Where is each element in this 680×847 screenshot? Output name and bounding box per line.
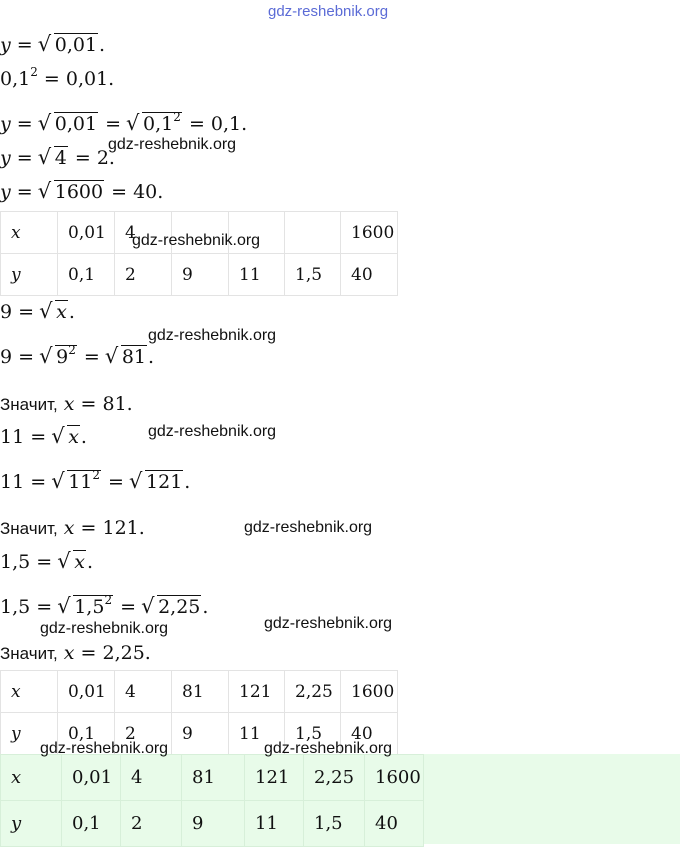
table-row-y: y 0,1 2 9 11 1,5 40: [1, 713, 398, 755]
watermark: gdz-reshebnik.org: [148, 423, 277, 440]
watermark: gdz-reshebnik.org: [264, 740, 393, 757]
sqrt: √ 121: [130, 470, 183, 494]
watermark: gdz-reshebnik.org: [108, 136, 237, 153]
watermark: gdz-reshebnik.org: [40, 620, 169, 637]
sqrt: √ x: [58, 550, 86, 574]
sqrt: √ 0,01: [39, 33, 98, 57]
equation-line-12: 1,5 = √ x .: [0, 550, 93, 574]
equation-line-5: y = √ 1600 = 40.: [0, 180, 163, 204]
table-row-y: y 0,1 2 9 11 1,5 40: [1, 254, 398, 296]
sqrt: √ 2,25: [142, 595, 201, 619]
answer-table: [0, 754, 424, 847]
sqrt: √ $11^2$: [52, 470, 101, 494]
values-table-incomplete: [0, 211, 398, 296]
sqrt: √ x: [40, 300, 68, 324]
equation-line-9: 11 = √ x .: [0, 425, 87, 449]
table-row-x: x 0,01 4 81 121 2,25 1600: [1, 755, 424, 801]
watermark: gdz-reshebnik.org: [264, 615, 393, 632]
sqrt: √ $0,1^2$: [127, 112, 182, 136]
equation-line-3: y = √ 0,01 = √ $0,1^2 = 0,1$.: [0, 112, 247, 136]
watermark-top[interactable]: gdz-reshebnik.org: [268, 3, 389, 20]
equation-line-1: y = √ 0,01 .: [0, 33, 105, 57]
equation-line-7: 9 = √ $9^2$ = √ 81 .: [0, 345, 154, 369]
table-row-y: y 0,1 2 9 11 1,5 40: [1, 801, 424, 847]
equation-line-6: 9 = √ x .: [0, 300, 75, 324]
watermark: gdz-reshebnik.org: [244, 519, 373, 536]
sqrt: √ 0,01: [39, 112, 98, 136]
equation-line-14: Значит, x = 2,25.: [0, 642, 151, 664]
sqrt: √ 81: [106, 345, 147, 369]
sqrt: √ $1,5^2$: [58, 595, 113, 619]
table-row-x: x 0,01 4 1600: [1, 212, 398, 254]
var-y: y: [0, 34, 11, 56]
sqrt: √ $9^2$: [40, 345, 77, 369]
sqrt: √ 1600: [39, 180, 104, 204]
watermark: gdz-reshebnik.org: [40, 740, 169, 757]
equation-line-13: 1,5 = √ $1,5^2$ = √ 2,25 .: [0, 595, 208, 619]
equation-line-4: y = √ 4 = 2.: [0, 146, 115, 170]
equation-line-8: Значит, x = 81.: [0, 393, 133, 415]
watermark: gdz-reshebnik.org: [148, 327, 277, 344]
sqrt: √ x: [52, 425, 80, 449]
equation-line-2: $0,1^2 = 0,01$.: [0, 64, 115, 90]
sqrt: √ 4: [39, 146, 68, 170]
watermark: gdz-reshebnik.org: [132, 232, 261, 249]
equation-line-11: Значит, x = 121.: [0, 517, 145, 539]
equation-line-10: 11 = √ $11^2$ = √ 121 .: [0, 470, 190, 494]
table-row-x: x 0,01 4 81 121 2,25 1600: [1, 671, 398, 713]
